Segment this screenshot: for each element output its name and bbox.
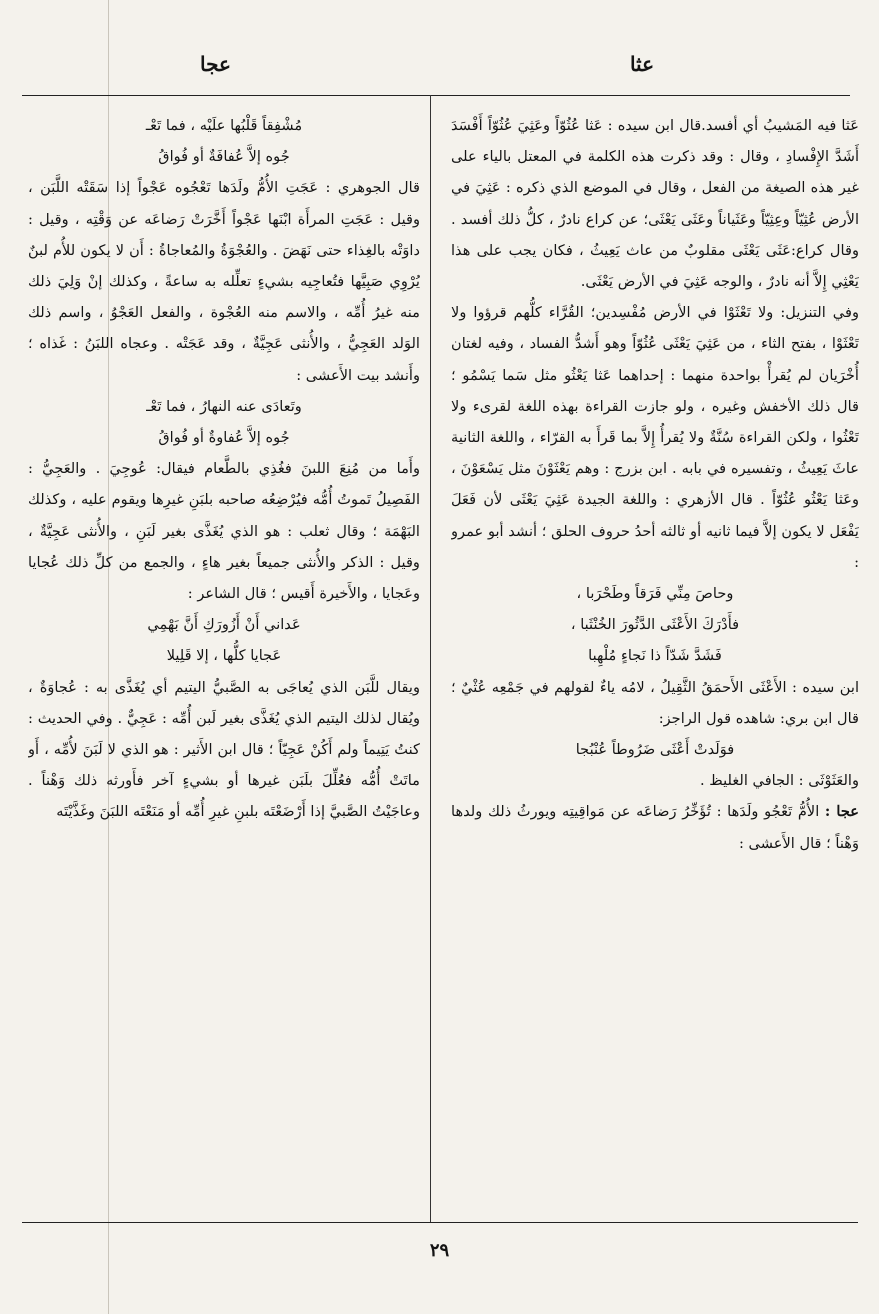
footer-rule — [22, 1222, 858, 1223]
paragraph: وفي التنزيل: ولا تَعْثَوْا في الأرض مُفْسِدين؛ القُرَّاء كلُّهم قرؤوا ولا تَعْثَوْا ، بفتح الثاء ، من عَثِيَ يَعْثَى عُثُوّاً وهو أَشدُّ الفساد ، وفيه لغتان أُخْرَيان لم يُقرأْ بواحدة منهما : إحداهما عَثا يَعْثُو مثل سَما يَسْمُو ؛ قال ذلك الأخفش وغيره ، ولو جازت القراءة بهذه اللغة لقرىء ولا تَعْثُوا ، ولكن القراءة سُنَّةٌ ولا يُقرأُ إِلاَّ بما قَرأَ به القرّاء ، واللغة الثانية عاثَ يَعِيثُ ، وتفسيره في بابه . ابن بزرج : وهم يَعْثَوْنَ مثل يَسْعَوْنَ ، وعَثا يَعْثُو عُثُوّاً . قال الأزهري : واللغة الجيدة عَثِيَ يَعْثَى لأن فَعَلَ يَفْعَل لا يكون إلاَّ فيما ثانيه أو ثالثه أحدُ حروف الحلق ؛ أنشد أبو عمرو : — [451, 304, 859, 571]
entry-headword: عجا : — [824, 803, 859, 821]
paragraph: وأَما من مُنِعَ اللبنَ فغُذِي بالطَّعام فيقال: عُوجِيَ . والعَجِيُّ : الفَصِيلُ تَموتُ أُمُّه فيُرْضِعُه صاحبه بلبَنِ غيرِها ويقوم عليه ، وكذلك البَهْمَة ؛ وقال ثعلب : هو الذي يُغَذَّى بغير لَبَنِ ، والأُنثى عَجِيَّةٌ ، وقيل : الذكر والأُنثى جميعاً بغير هاءٍ ، والجمع من كلِّ ذلك عُجايا وعَجايا ، والأَخيرة أَقيس ؛ قال الشاعر : — [28, 460, 420, 603]
verse-line: جُوه إلاَّ عُفاوةٌ أو فُواقُ — [158, 429, 290, 447]
header-rule — [22, 95, 850, 96]
verse-line: فأَدْرَكَ الأَعْثَى الدَّثُورَ الخُنْثَبا ، — [570, 616, 740, 634]
verse-line: عَجايا كلُّها ، إلا قَلِيلا — [166, 647, 282, 665]
page-number: ٢٩ — [429, 1240, 450, 1261]
entry-paragraph — [451, 796, 859, 858]
verse-line: مُشْفِقاً قَلْبُها علَيْه ، فما تَعْـ — [145, 117, 303, 134]
verse-line: عَداني أَنْ أَزُورَكِ أَنَّ بَهْمِي — [147, 616, 301, 634]
running-header-left: عجا — [200, 52, 231, 76]
paragraph: ابن سيده : الأَعْثَى الأَحمَقُ الثَّقِيلُ ، لامُه ياءٌ لقولهم في جَمْعِه عُثْيٌ ؛ قال ابن بري: شاهده قول الراجز: — [451, 678, 859, 727]
verse-line: وتَعادَى عنه النهارُ ، فما تَعْـ — [146, 397, 302, 415]
right-column — [451, 110, 859, 1215]
verse-line: فَشَدَّ شَدّاً ذا نَجاءٍ مُلْهِبا — [588, 647, 722, 665]
verse-line: جُوه إلاَّ عُفافَةٌ أو فُواقُ — [158, 148, 290, 166]
entry-text: الأُمُّ تَعْجُو ولَدَها : تُؤَخِّرُ رَضاعَه عن مَواقِيتِه ويورثُ ذلك ولدها وَهْناً ؛ قال الأَعشى : — [451, 803, 859, 852]
paragraph: قال الجوهري : عَجَتِ الأُمُّ ولَدَها تَعْجُوه عَجْواً إذا سَقَتْه اللَّبَن ، وقيل : عَجَتِ المرأَة ابْنَها عَجْواً أَخَّرَتْ رَضاعَه عن وَقْتِه ، وقيل : داوَتْه بالغِذاء حتى نَهَضَ . والعُجْوَةُ والمُعاجاةُ : أَن لا يكون للأُم لبنٌ يُرْوِي صَبِيَّها فتُعاجِيه بشيءٍ تعلِّله به ساعةً ، وكذلك إنْ وَلِيَ ذلك منه غيرُ أُمِّه ، والاسم منه العُجْوة ، والفعل العَجْوُ ، واسم ذلك الوَلد العَجِيُّ ، والأُنثى عَجِيَّةٌ ، وقد عَجَتْه . وعجاه اللبَنُ : غَذاه ؛ وأَنشد بيت الأَعشى : — [28, 179, 420, 384]
column-divider — [430, 95, 431, 1222]
paragraph: ويقال للَّبَن الذي يُعاجَى به الصَّبيُّ اليتيم أي يُغَذَّى به : عُجاوَةٌ ، ويُقال لذلك اليتيم الذي يُغَذَّى بغير لَبن أُمِّه : عَجِيٌّ . وفي الحديث : كنتُ يَتِيماً ولم أَكُنْ عَجِيّاً ؛ قال ابن الأَثير : هو الذي لا لَبَنَ لأُمِّه ، أَو ماتَتْ أُمُّه فعُلِّلَ بلَبَن غيرها أو بشيءٍ آخر فأَورثه ذلك وَهْناً . وعاجَيْتُ الصَّبيَّ إذا أَرْضَعْتَه بلبنِ غيرِ أُمِّه أو مَنَعْتَه اللبَنَ وغَذَّيْتَه — [28, 678, 420, 821]
verse-line: فوَلَدتْ أَعْثَى ضَرُوطاً عُنْبُجا — [575, 741, 735, 759]
paragraph: عَثا فيه المَشيبُ أي أفسد.قال ابن سيده : عَثا عُثُوّاً وعَثِيَ عُثُوّاً أَفْسَدَ أَشَدَّ الإِفْسادِ ، وقال : وقد ذكرت هذه الكلمة في المعتل بالياء على غير هذه الصيغة من الفعل ، وقال في الموضع الذي ذكره : عَثِيَ في الأرض عُثِيّاً وعِثِيّاً وعَثَياناً وعَثَى يَعْثَى؛ عن كراع نادرٌ ، كلُّ ذلك أفسد . وقال كراع:عَثَى يَعْثَى مقلوبٌ من عاث يَعِيثُ ، فكان يجب على هذا يَعْثِي إِلاَّ أنه نادرٌ ، والوجه عَثِيَ في الأرض يَعْثَى. — [451, 117, 859, 291]
paragraph: والعَثَوْثَى : الجافي الغليظ . — [699, 772, 859, 790]
verse-line: وحاصَ مِنِّي فَرَقاً وطَحْرَبا ، — [576, 585, 734, 603]
running-header-right: عثا — [629, 52, 654, 76]
left-column — [28, 110, 420, 1215]
